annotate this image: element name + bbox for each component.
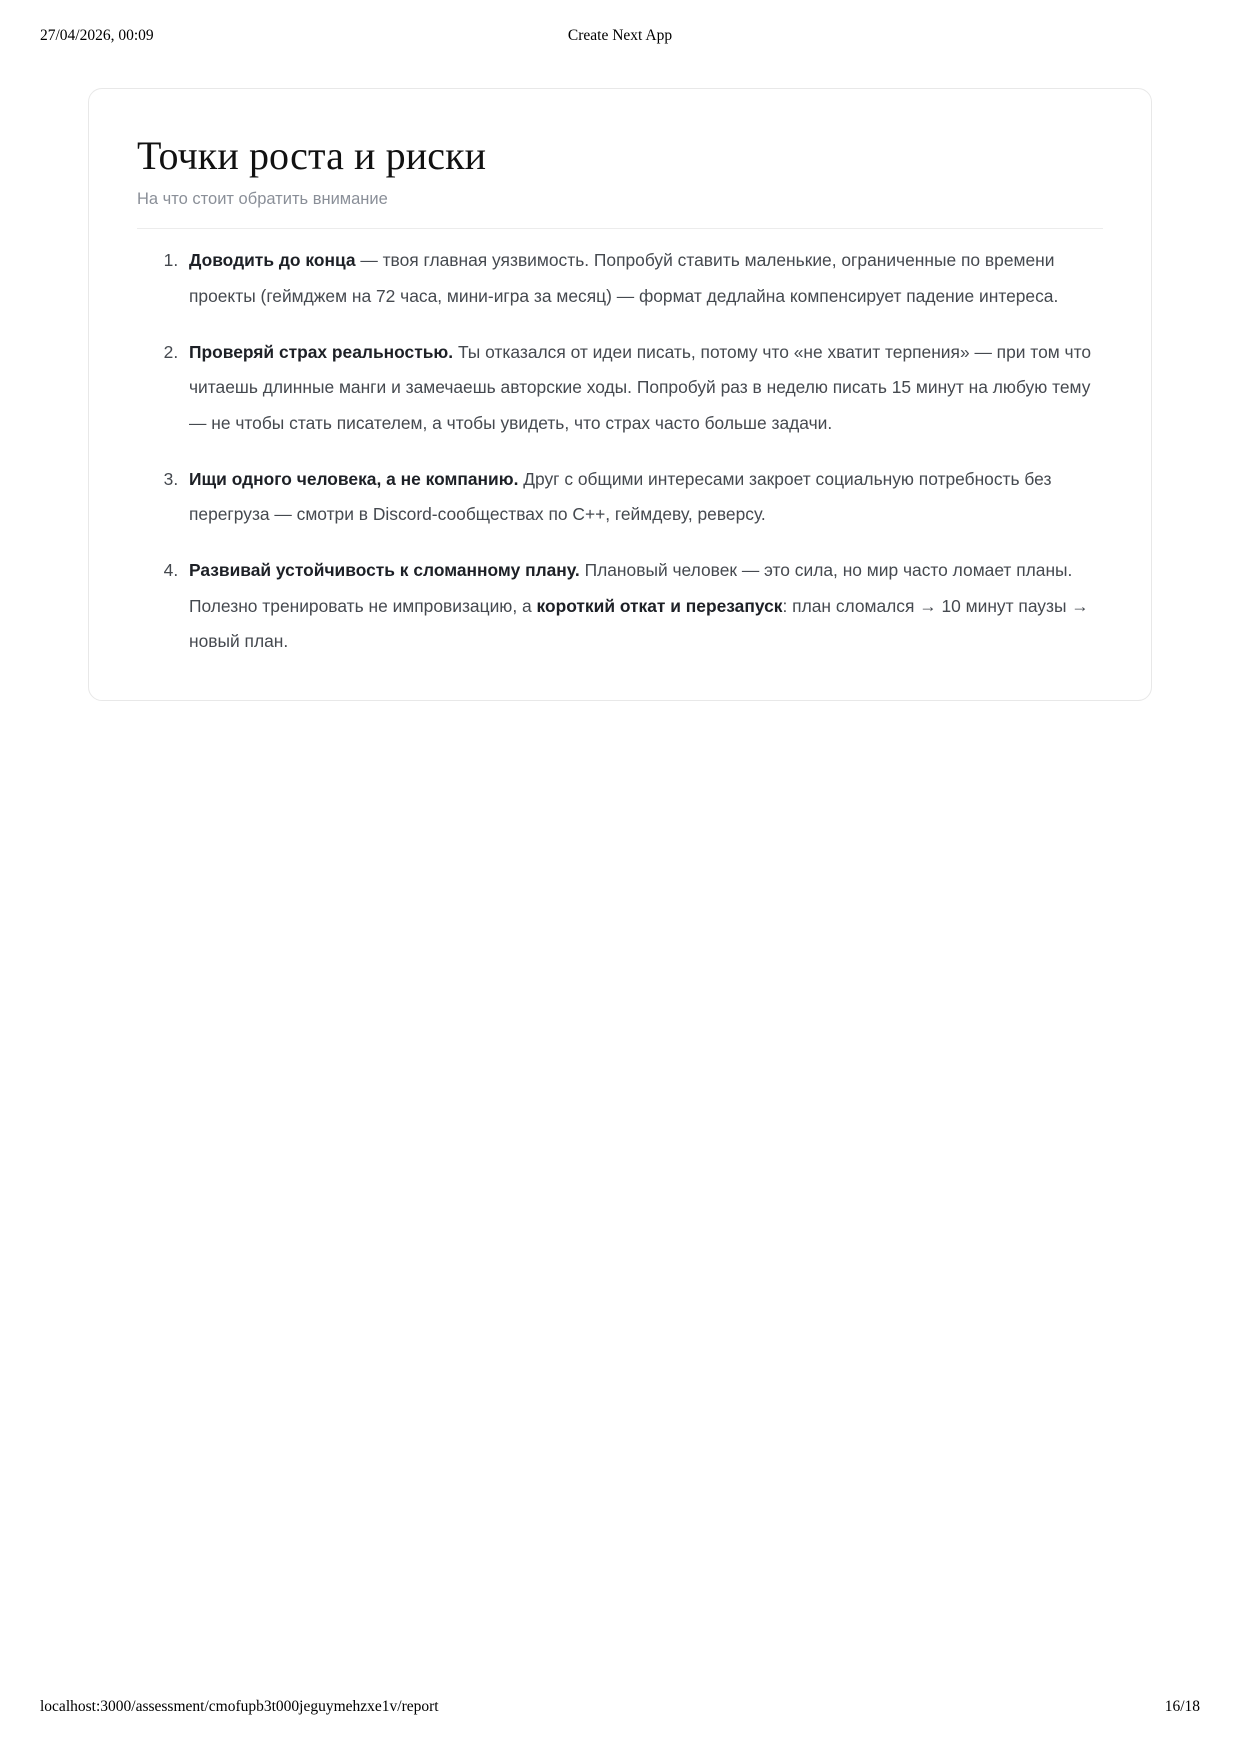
- section-divider: [137, 228, 1103, 229]
- list-item-body: Друг с общими интересами закроет социальную потребность без перегруза — смотри в Discord-сообществах по C++, геймдеву, реверсу.: [189, 468, 1052, 525]
- list-item-lead: Доводить до конца: [189, 250, 356, 271]
- list-item-lead: Проверяй страх реальностью.: [189, 341, 454, 362]
- list-item: [183, 243, 1103, 314]
- print-header: [0, 27, 1240, 47]
- list-item-body: — твоя главная уязвимость. Попробуй ставить маленькие, ограниченные по времени проекты (геймджем на 72 часа, мини-игра за месяц) — формат дедлайна компенсирует падение интереса.: [189, 250, 1059, 307]
- report-card: [88, 88, 1152, 701]
- list-item-body-before: Плановый человек — это сила, но мир часто ломает планы. Полезно тренировать не импровизацию, а: [189, 560, 1073, 616]
- list-item: [183, 462, 1103, 533]
- list-item: [183, 335, 1103, 442]
- page-subtitle: На что стоит обратить внимание: [137, 190, 388, 208]
- list-item-body-emphasis: короткий откат и перезапуск: [536, 595, 783, 616]
- growth-risk-list: [137, 243, 1103, 660]
- list-item-body: Ты отказался от идеи писать, потому что «не хватит терпения» — при том что читаешь длинные манги и замечаешь авторские ходы. Попробуй раз в неделю писать 15 минут на любую тему — не чтобы стать писателем, а чтобы увидеть, что страх часто больше задачи.: [189, 341, 1092, 434]
- list-item-body-after: : план сломался → 10 минут паузы → новый план.: [189, 595, 1089, 652]
- list-item-lead: Ищи одного человека, а не компанию.: [189, 468, 519, 489]
- print-footer-page-number: 16/18: [1164, 1698, 1200, 1715]
- print-footer: [0, 1698, 1240, 1718]
- print-footer-url: localhost:3000/assessment/cmofupb3t000jeguymehzxe1v/report: [40, 1698, 439, 1715]
- page-title: Точки роста и риски: [137, 133, 487, 178]
- print-header-datetime: 27/04/2026, 00:09: [40, 27, 154, 44]
- print-header-title: Create Next App: [567, 27, 673, 44]
- list-item-lead: Развивай устойчивость к сломанному плану.: [189, 560, 580, 581]
- list-item: [183, 553, 1103, 660]
